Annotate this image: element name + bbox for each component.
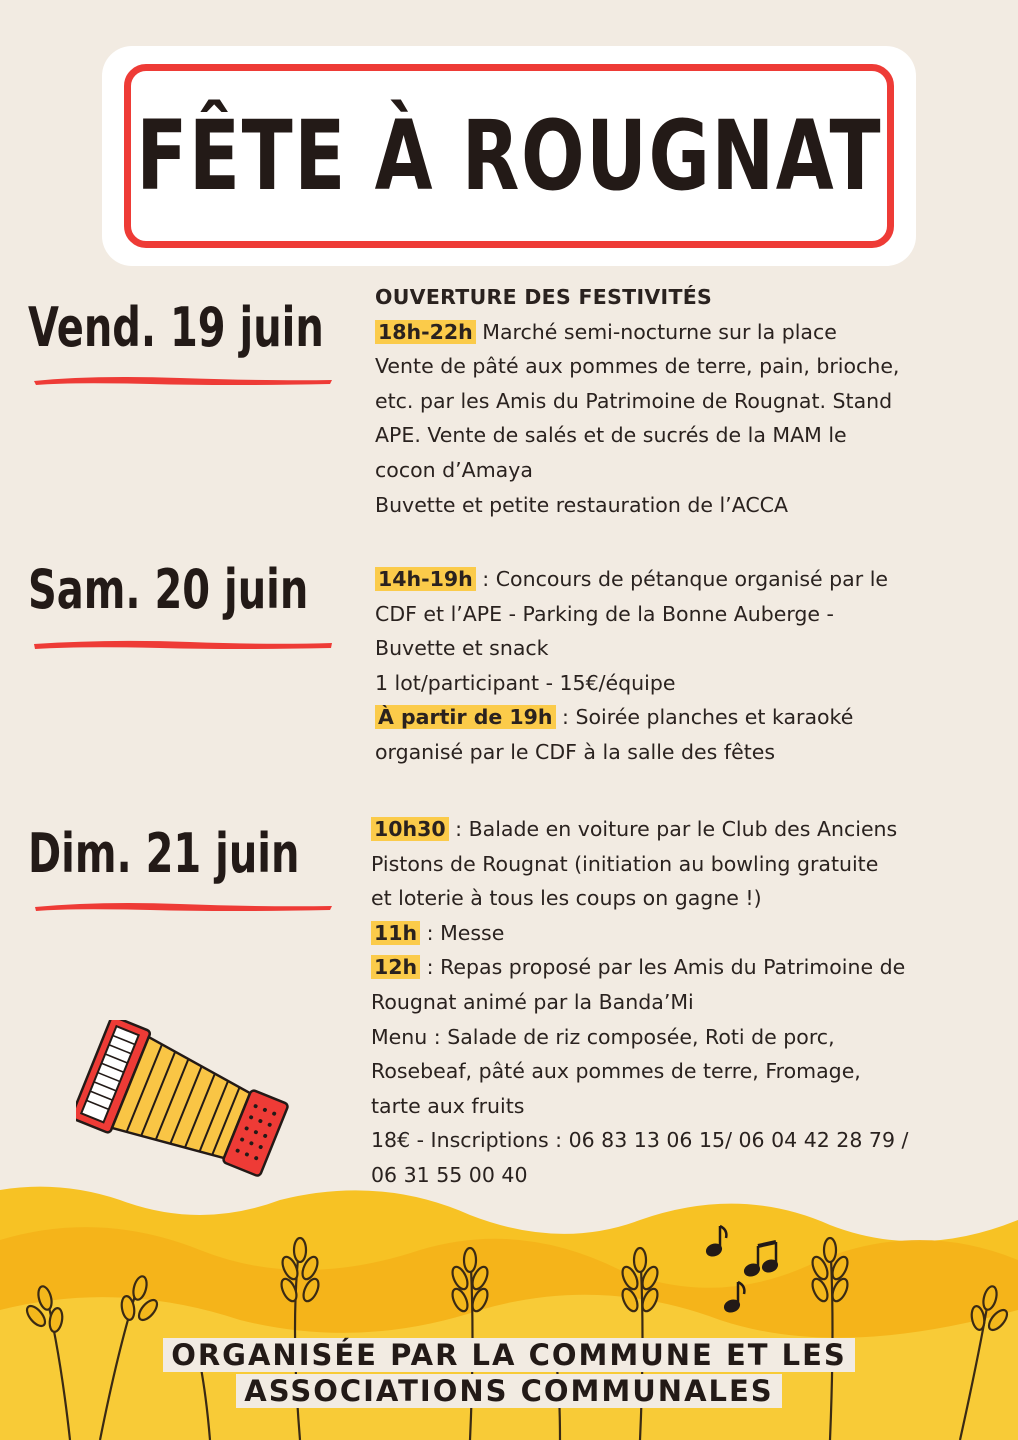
title-frame [124, 64, 894, 248]
line: 11h : Messe [371, 916, 1011, 951]
title-card [102, 46, 916, 266]
day-block-saturday [375, 562, 1015, 770]
day-label-sunday: Dim. 21 juin [28, 822, 300, 885]
line: tarte aux fruits [371, 1093, 525, 1118]
time-highlight: 18h-22h [375, 320, 476, 344]
page-title: FÊTE À ROUGNAT [136, 100, 882, 212]
day-label-saturday: Sam. 20 juin [28, 558, 309, 621]
line: Buvette et petite restauration de l’ACCA [375, 492, 789, 517]
line: 10h30 : Balade en voiture par le Club des Anciens [371, 812, 1011, 847]
time-highlight: 10h30 [371, 817, 449, 841]
line: Rougnat animé par la Banda’Mi [371, 989, 694, 1014]
line: Buvette et snack [375, 636, 549, 661]
day-block-sunday [371, 812, 1011, 1193]
line: Menu : Salade de riz composée, Roti de porc, [371, 1024, 835, 1049]
line: cocon d’Amaya [375, 457, 533, 482]
accordion-icon [76, 1020, 296, 1190]
line: etc. par les Amis du Patrimoine de Rougnat. Stand [375, 388, 893, 413]
music-notes-icon [696, 1222, 786, 1322]
line: 18€ - Inscriptions : 06 83 13 06 15/ 06 04 42 28 79 / [371, 1128, 909, 1153]
line: organisé par le CDF à la salle des fêtes [375, 739, 776, 764]
brush-stroke [30, 372, 335, 388]
line: 06 31 55 00 40 [371, 1162, 528, 1187]
organizer-footer [0, 1337, 1018, 1409]
opening-heading: OUVERTURE DES FESTIVITÉS [375, 285, 713, 309]
line: 1 lot/participant - 15€/équipe [375, 670, 676, 695]
footer-line: ASSOCIATIONS COMMUNALES [236, 1374, 781, 1408]
brush-stroke [30, 636, 335, 652]
line: Pistons de Rougnat (initiation au bowling gratuite [371, 851, 879, 876]
brush-stroke [30, 898, 335, 914]
day-label-friday: Vend. 19 juin [28, 296, 324, 359]
time-highlight: À partir de 19h [375, 705, 556, 729]
line: CDF et l’APE - Parking de la Bonne Auberge - [375, 601, 834, 626]
line: Rosebeaf, pâté aux pommes de terre, Fromage, [371, 1059, 861, 1084]
line: APE. Vente de salés et de sucrés de la MAM le [375, 423, 847, 448]
line: 18h-22h Marché semi-nocturne sur la place [375, 315, 1015, 350]
line: À partir de 19h : Soirée planches et karaoké [375, 700, 1015, 735]
time-highlight: 14h-19h [375, 567, 476, 591]
time-highlight: 12h [371, 955, 420, 979]
line: 14h-19h : Concours de pétanque organisé par le [375, 562, 1015, 597]
line: 12h : Repas proposé par les Amis du Patrimoine de [371, 950, 1011, 985]
line: Vente de pâté aux pommes de terre, pain, brioche, [375, 354, 900, 379]
line: et loterie à tous les coups on gagne !) [371, 886, 762, 911]
footer-line: ORGANISÉE PAR LA COMMUNE ET LES [163, 1338, 855, 1372]
day-block-friday [375, 280, 1015, 522]
time-highlight: 11h [371, 921, 420, 945]
